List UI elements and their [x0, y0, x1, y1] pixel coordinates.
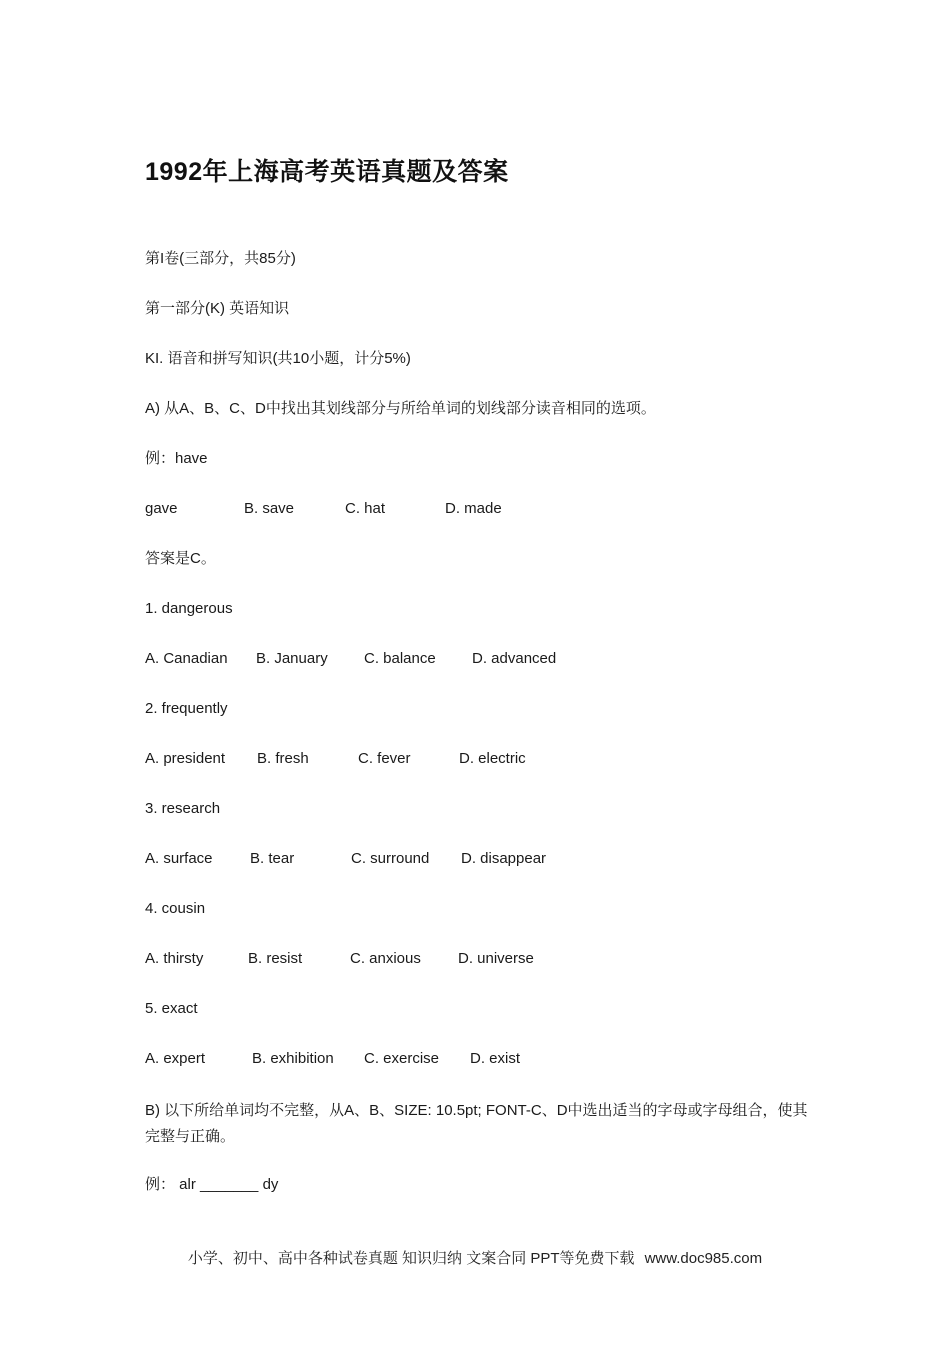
option: A. thirsty: [145, 950, 204, 967]
subsection-header: KI. 语音和拼写知识(共10小题，计分5%): [145, 350, 411, 367]
page-footer: [0, 1247, 950, 1268]
option: A. surface: [145, 850, 213, 867]
option: C. hat: [345, 500, 386, 517]
option: D. universe: [458, 950, 534, 967]
option: B. exhibition: [252, 1050, 334, 1067]
section-header: 第I卷(三部分，共85分): [145, 250, 296, 267]
option: D. electric: [459, 750, 526, 767]
option: B. January: [256, 650, 328, 667]
question-stem: 5. exact: [145, 1000, 198, 1017]
question-stem: 2. frequently: [145, 700, 228, 717]
example-answer: 答案是C。: [145, 550, 216, 567]
example-b: 例： alr _______ dy: [145, 1176, 279, 1193]
option: B. tear: [250, 850, 295, 867]
option: C. surround: [351, 850, 430, 867]
option: D. advanced: [472, 650, 557, 667]
document-title: 1992年上海高考英语真题及答案: [145, 158, 509, 186]
option: D. made: [445, 500, 502, 517]
footer-site-link[interactable]: www.doc985.com: [644, 1250, 763, 1267]
option: D. exist: [470, 1050, 521, 1067]
instruction-b: B) 以下所给单词均不完整，从A、B、SIZE: 10.5pt; FONT-C、D中选出适当的字母或字母组合，使其完整与正确。: [145, 1102, 808, 1145]
option: C. balance: [364, 650, 436, 667]
option: B. resist: [248, 950, 303, 967]
option: D. disappear: [461, 850, 547, 867]
question-stem: 3. research: [145, 800, 221, 817]
option: C. anxious: [350, 950, 421, 967]
option: gave: [145, 500, 178, 517]
question-stem: 4. cousin: [145, 900, 206, 917]
option: B. fresh: [257, 750, 309, 767]
question-stem: 1. dangerous: [145, 600, 233, 617]
example-label: 例：have: [145, 450, 208, 467]
footer-text: 小学、初中、高中各种试卷真题 知识归纳 文案合同 PPT等免费下载: [187, 1250, 635, 1267]
option: C. exercise: [364, 1050, 440, 1067]
instruction-a: A) 从A、B、C、D中找出其划线部分与所给单词的划线部分读音相同的选项。: [145, 400, 656, 417]
option: A. president: [145, 750, 226, 767]
option: B. save: [244, 500, 295, 517]
part-header: 第一部分(K) 英语知识: [145, 300, 290, 317]
option: A. Canadian: [145, 650, 228, 667]
option: A. expert: [145, 1050, 206, 1067]
option: C. fever: [358, 750, 411, 767]
